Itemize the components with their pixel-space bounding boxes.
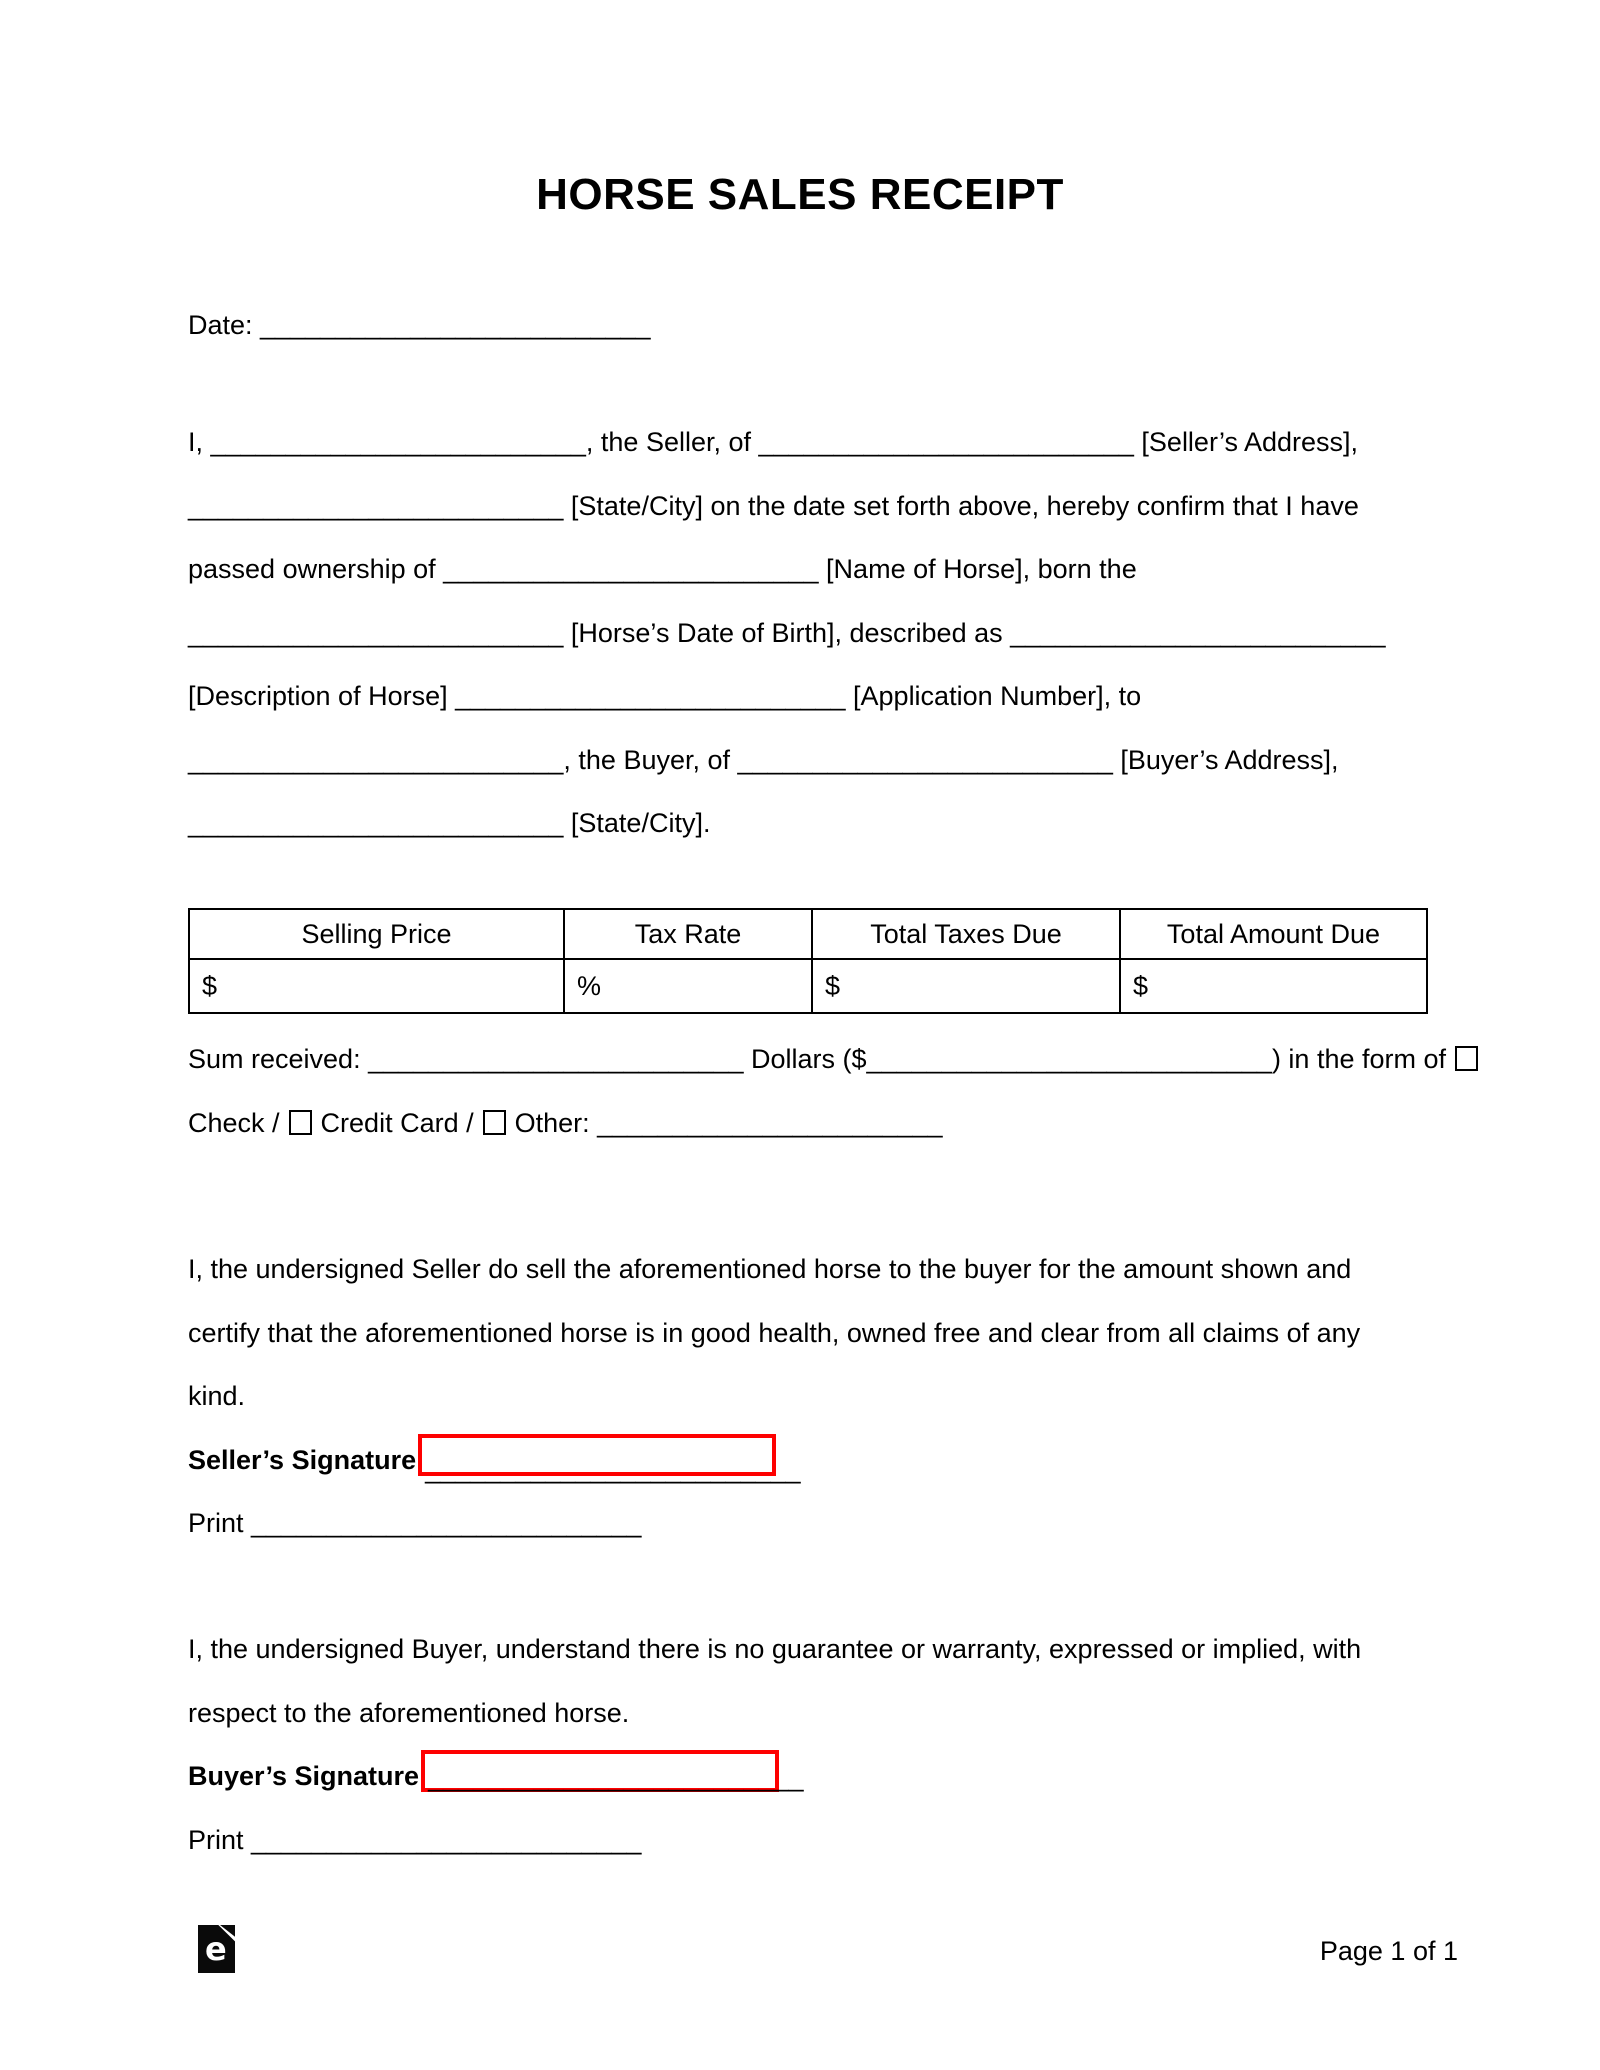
form-line: I, the undersigned Seller do sell the aforementioned horse to the buyer for the amount shown and: [188, 1254, 1352, 1284]
credit-card-checkbox-icon[interactable]: [289, 1110, 312, 1135]
form-line: [188, 1092, 1460, 1156]
form-line: I, the undersigned Buyer, understand there is no guarantee or warranty, expressed or implied, with: [188, 1634, 1362, 1664]
form-line: passed ownership of _________________________ [Name of Horse], born the: [188, 554, 1137, 584]
total-amount-due-cell[interactable]: $: [1120, 959, 1427, 1013]
form-line: _________________________ [Horse’s Date of Birth], described as _________________________: [188, 617, 1386, 648]
buyer-print-name-line: Print __________________________: [188, 1824, 642, 1855]
date-field-line: Date: __________________________: [188, 310, 651, 340]
price-table-value-row: [189, 959, 1427, 1013]
buyer-signature-label: Buyer’s Signature: [188, 1761, 420, 1791]
form-line: _________________________ [State/City] on the date set forth above, hereby confirm that I have: [188, 490, 1359, 521]
selling-price-cell[interactable]: $: [189, 959, 564, 1013]
buyer-signature-row: [188, 1745, 1460, 1809]
document-title: HORSE SALES RECEIPT: [536, 170, 1064, 219]
form-line: kind.: [188, 1381, 246, 1411]
seller-signature-line: _________________________: [425, 1453, 801, 1484]
buyer-signature-line: _________________________: [428, 1762, 804, 1792]
header-total-amount-due: Total Amount Due: [1120, 909, 1427, 959]
seller-signature-row: [188, 1429, 1460, 1493]
tax-rate-cell[interactable]: %: [564, 959, 812, 1013]
buyer-signature-field[interactable]: [421, 1750, 804, 1792]
form-line: certify that the aforementioned horse is in good health, owned free and clear from all claims of any: [188, 1317, 1361, 1348]
other-option-label: Other: _______________________: [514, 1107, 943, 1138]
form-line: [Description of Horse] __________________________ [Application Number], to: [188, 681, 1142, 711]
buyer-section: [188, 1618, 1460, 1872]
seller-section: [188, 1238, 1460, 1556]
header-total-taxes-due: Total Taxes Due: [812, 909, 1120, 959]
sum-received-text: Sum received: _________________________ Dollars ($___________________________) in the form of: [188, 1044, 1447, 1074]
price-table: [188, 908, 1428, 1014]
intro-paragraph: [188, 411, 1460, 856]
credit-card-option-label: Credit Card /: [320, 1107, 474, 1138]
form-line: _________________________ [State/City].: [188, 808, 711, 838]
payment-section: [188, 1028, 1460, 1155]
header-tax-rate: Tax Rate: [564, 909, 812, 959]
seller-print-name-line: Print __________________________: [188, 1508, 642, 1538]
other-checkbox-icon[interactable]: [483, 1110, 506, 1135]
header-selling-price: Selling Price: [189, 909, 564, 959]
form-line: respect to the aforementioned horse.: [188, 1697, 630, 1728]
eforms-logo-icon: [198, 1925, 235, 1973]
price-table-header-row: [189, 909, 1427, 959]
check-option-label: Check /: [188, 1107, 280, 1138]
form-line: _________________________, the Buyer, of _________________________ [Buyer’s Address],: [188, 744, 1339, 775]
form-line: I, _________________________, the Seller, of _________________________ [Seller’s Address],: [188, 427, 1359, 457]
page-indicator: Page 1 of 1: [1319, 1936, 1458, 1966]
seller-signature-label: Seller’s Signature: [188, 1444, 417, 1475]
logo-letter: e: [205, 1930, 227, 1968]
total-taxes-due-cell[interactable]: $: [812, 959, 1120, 1013]
form-line: [188, 1028, 1460, 1092]
check-checkbox-icon[interactable]: [1455, 1046, 1478, 1071]
seller-signature-field[interactable]: [418, 1434, 801, 1484]
